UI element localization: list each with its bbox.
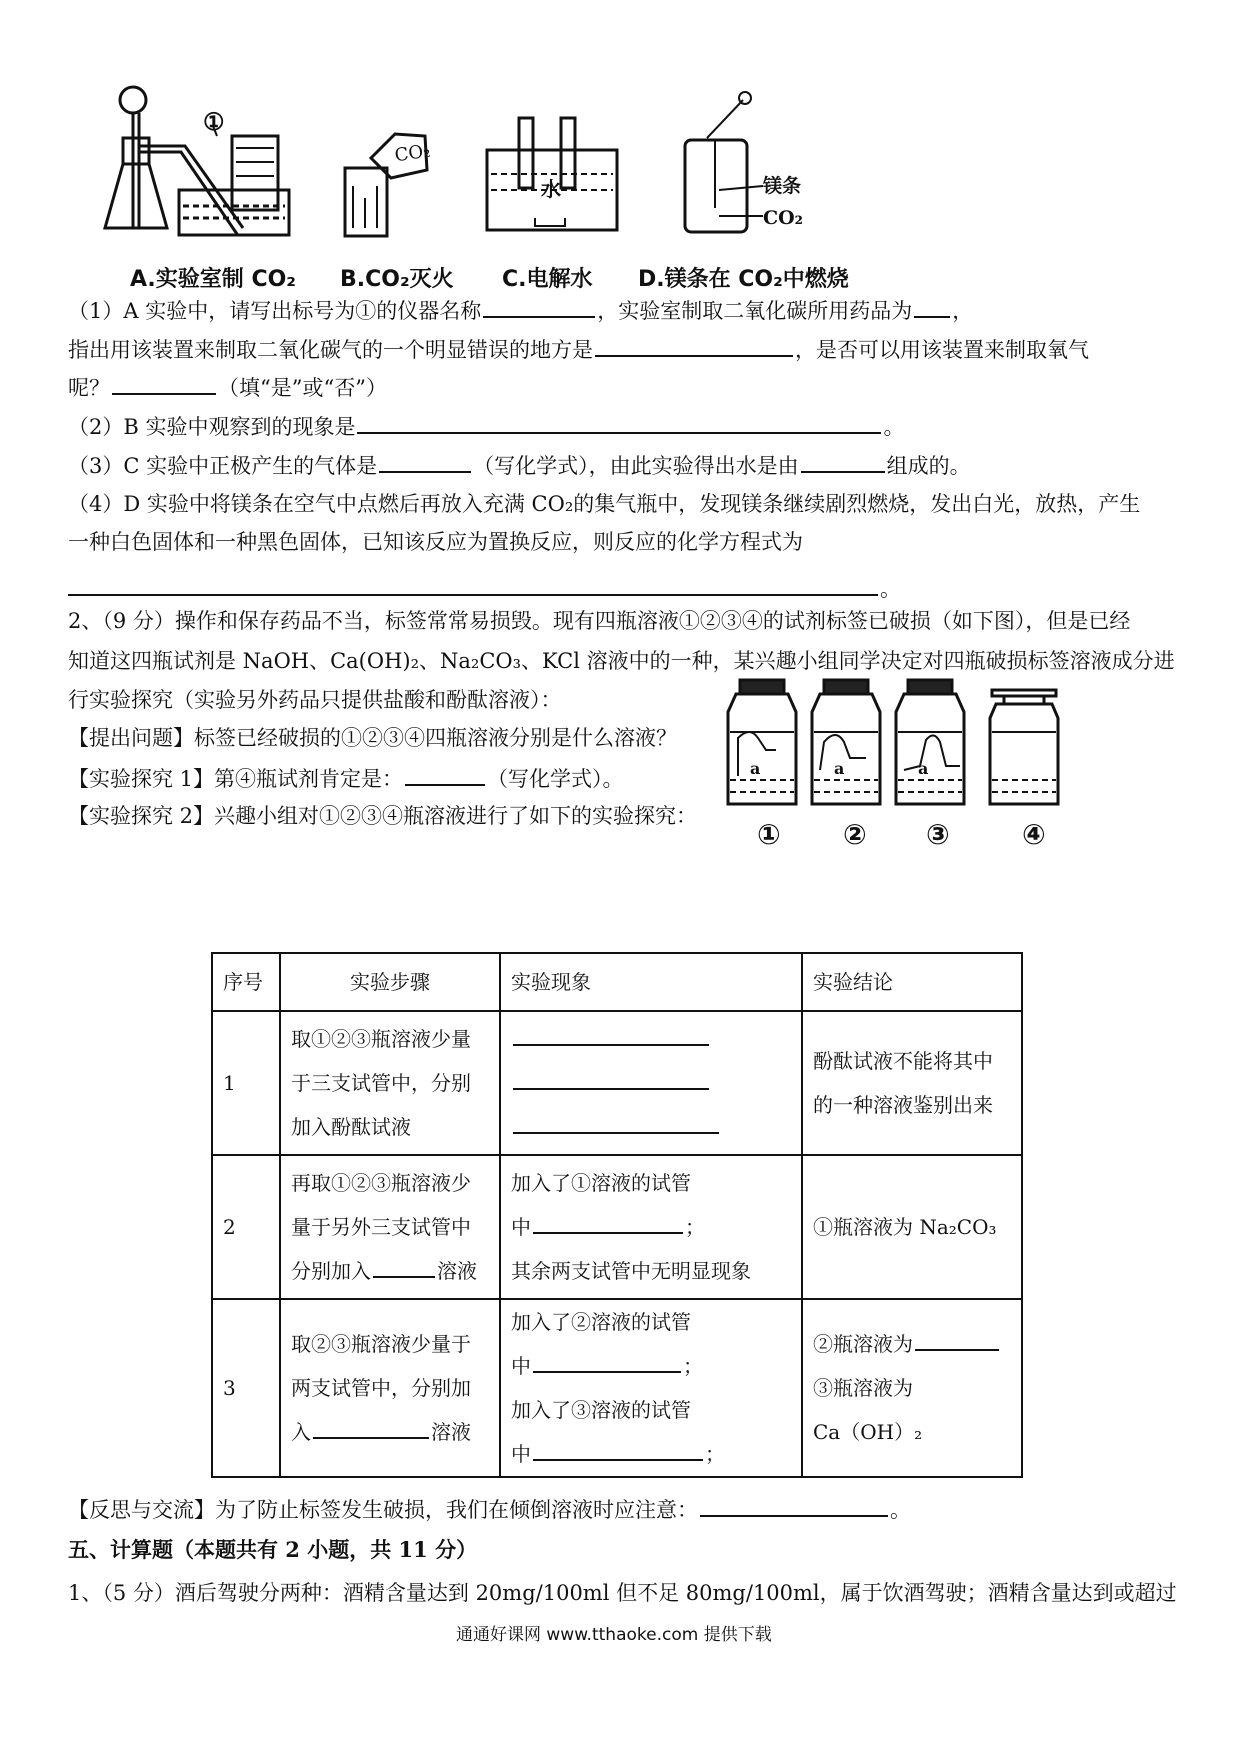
q1-line-5: （3）C 实验中正极产生的气体是 （写化学式），由此实验得出水是由 组成的。	[68, 449, 971, 481]
table-row	[212, 1155, 1022, 1299]
reagent-bottles	[720, 676, 1070, 816]
bottle-1-number: ①	[757, 818, 781, 851]
figure-c-drawing	[487, 118, 617, 230]
answer-blank[interactable]	[513, 1066, 709, 1090]
row-number: 1	[212, 1011, 280, 1155]
answer-blank[interactable]	[801, 449, 885, 473]
header-cell: 实验结论	[802, 953, 1022, 1011]
answer-blank[interactable]	[533, 1349, 681, 1373]
answer-blank[interactable]	[533, 1437, 703, 1461]
answer-blank[interactable]	[483, 294, 595, 318]
figure-a-drawing	[105, 87, 289, 235]
observation-cell: 加入了②溶液的试管 中 ； 加入了③溶液的试管 中 ；	[500, 1299, 802, 1477]
q2-line-5: 【实验探究 1】第④瓶试剂肯定是： （写化学式）。	[68, 762, 624, 794]
figure-d-label-co2: CO₂	[763, 207, 803, 229]
answer-blank[interactable]	[700, 1493, 888, 1517]
bottle-3-label: a	[918, 759, 929, 778]
bottle-2-number: ②	[843, 818, 867, 851]
q1-line-6: （4）D 实验中将镁条在空气中点燃后再放入充满 CO₂的集气瓶中，发现镁条继续剧烈燃烧，发出白光，放热，产生	[68, 492, 1141, 516]
header-cell: 实验步骤	[280, 953, 500, 1011]
step-cell: 再取①②③瓶溶液少 量于另外三支试管中 分别加入 溶液	[280, 1155, 500, 1299]
figure-d-caption: D.镁条在 CO₂中燃烧	[638, 267, 849, 292]
answer-blank[interactable]	[373, 1254, 435, 1278]
table-row	[212, 1299, 1022, 1477]
table-header-row	[212, 953, 1022, 1011]
page-footer: 通通好课网 www.tthaoke.com 提供下载	[456, 1625, 772, 1645]
table-row	[212, 1011, 1022, 1155]
answer-blank[interactable]	[595, 333, 793, 357]
bottle-1-label: a	[750, 759, 761, 778]
experiment-table	[211, 952, 1023, 1478]
q1-line-1: （1）A 实验中，请写出标号为①的仪器名称 ，实验室制取二氧化碳所用药品为 ，	[68, 294, 973, 326]
answer-blank[interactable]	[357, 410, 881, 434]
figure-c-caption: C.电解水	[502, 267, 593, 292]
figure-d-drawing	[685, 92, 763, 232]
answer-blank[interactable]	[313, 1415, 429, 1439]
step-cell: 取②③瓶溶液少量于 两支试管中，分别加 入 溶液	[280, 1299, 500, 1477]
bottle-3	[896, 680, 964, 804]
answer-blank[interactable]	[513, 1022, 709, 1046]
conclusion-cell: ①瓶溶液为 Na₂CO₃	[802, 1155, 1022, 1299]
q2-line-4: 【提出问题】标签已经破损的①②③④四瓶溶液分别是什么溶液？	[68, 726, 677, 750]
q1-line-3: 呢？ （填“是”或“否”）	[68, 371, 387, 403]
row-number: 3	[212, 1299, 280, 1477]
figure-d-label-mg: 镁条	[763, 175, 802, 197]
answer-blank[interactable]	[915, 1327, 999, 1351]
q2-line-2: 知道这四瓶试剂是 NaOH、Ca(OH)₂、Na₂CO₃、KCl 溶液中的一种，某兴趣小组同学决定对四瓶破损标签溶液成分进	[68, 649, 1175, 673]
q1-line-4: （2）B 实验中观察到的现象是 。	[68, 410, 904, 442]
answer-blank[interactable]	[533, 1210, 683, 1234]
row-number: 2	[212, 1155, 280, 1299]
step-cell: 取①②③瓶溶液少量 于三支试管中，分别 加入酚酞试液	[280, 1011, 500, 1155]
apparatus-figures	[95, 78, 875, 268]
reflection-line: 【反思与交流】为了防止标签发生破损，我们在倾倒溶液时应注意： 。	[68, 1493, 911, 1525]
header-cell: 序号	[212, 953, 280, 1011]
figure-c-water-label: 水	[541, 177, 561, 201]
q1-line-8: 。	[68, 572, 901, 604]
answer-blank[interactable]	[112, 371, 216, 395]
conclusion-cell: ②瓶溶液为 ③瓶溶液为 Ca（OH）₂	[802, 1299, 1022, 1477]
header-cell: 实验现象	[500, 953, 802, 1011]
q2-line-3: 行实验探究（实验另外药品只提供盐酸和酚酞溶液）：	[68, 688, 562, 712]
observation-cell	[500, 1011, 802, 1155]
figure-b-bottle-label: CO₂	[393, 140, 432, 167]
section-5-heading: 五、计算题（本题共有 2 小题，共 11 分）	[68, 1537, 478, 1562]
bottle-4	[990, 690, 1058, 804]
q1-line-7: 一种白色固体和一种黑色固体，已知该反应为置换反应，则反应的化学方程式为	[68, 530, 803, 554]
answer-blank[interactable]	[914, 294, 950, 318]
bottle-2-label: a	[834, 759, 845, 778]
q2-line-6: 【实验探究 2】兴趣小组对①②③④瓶溶液进行了如下的实验探究：	[68, 804, 698, 828]
conclusion-cell: 酚酞试液不能将其中 的一种溶液鉴别出来	[802, 1011, 1022, 1155]
figure-b-caption: B.CO₂灭火	[340, 267, 454, 292]
answer-blank[interactable]	[379, 449, 471, 473]
observation-cell: 加入了①溶液的试管 中 ； 其余两支试管中无明显现象	[500, 1155, 802, 1299]
bottle-2	[812, 680, 880, 804]
bottle-1	[728, 680, 796, 804]
bottle-4-number: ④	[1022, 818, 1046, 851]
bottle-3-number: ③	[926, 818, 950, 851]
answer-blank[interactable]	[405, 762, 485, 786]
figure-a-caption: A.实验室制 CO₂	[130, 267, 296, 292]
q5-1-line: 1、（5 分）酒后驾驶分两种：酒精含量达到 20mg/100ml 但不足 80mg/100ml，属于饮酒驾驶；酒精含量达到或超过	[68, 1581, 1177, 1605]
answer-blank[interactable]	[68, 572, 878, 596]
q2-line-1: 2、（9 分）操作和保存药品不当，标签常常易损毁。现有四瓶溶液①②③④的试剂标签已破损（如下图），但是已经	[68, 609, 1131, 633]
answer-blank[interactable]	[513, 1110, 719, 1134]
q1-line-2: 指出用该装置来制取二氧化碳气的一个明显错误的地方是 ，是否可以用该装置来制取氧气	[68, 333, 1089, 365]
figure-a-mark: ①	[203, 107, 225, 136]
